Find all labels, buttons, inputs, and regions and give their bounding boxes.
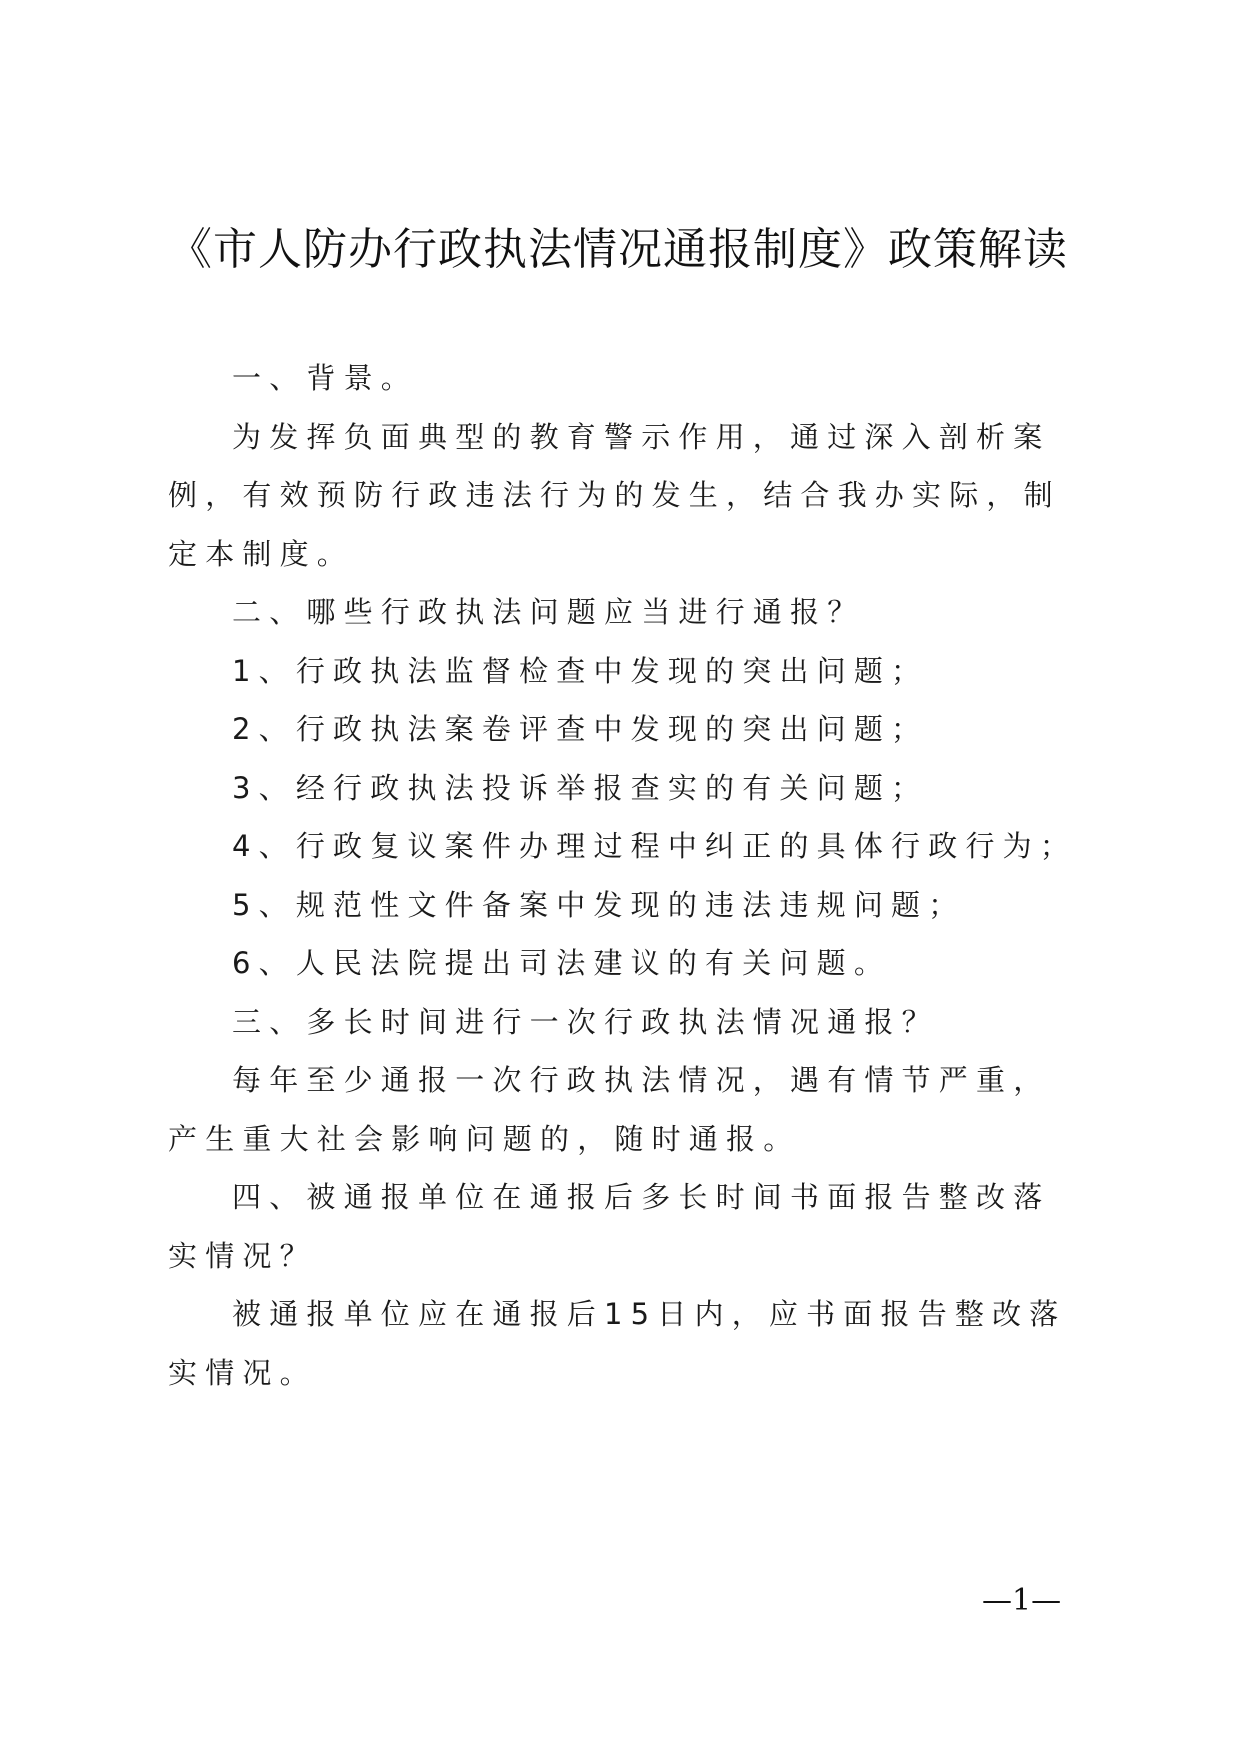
paragraph-frequency: 每年至少通报一次行政执法情况，遇有情节严重，产生重大社会影响问题的，随时通报。 bbox=[168, 1063, 1051, 1156]
list-item-1: 1、行政执法监督检查中发现的突出问题； bbox=[232, 653, 929, 688]
section-heading-issues: 二、哪些行政执法问题应当进行通报？ bbox=[232, 595, 865, 629]
section-heading-report-deadline: 四、被通报单位在通报后多长时间书面报告整改落实情况？ bbox=[168, 1180, 1051, 1273]
list-item-3: 3、经行政执法投诉举报查实的有关问题； bbox=[232, 770, 929, 805]
section-heading-frequency: 三、多长时间进行一次行政执法情况通报？ bbox=[232, 1004, 939, 1039]
paragraph-report-deadline: 被通报单位应在通报后15日内，应书面报告整改落实情况。 bbox=[168, 1297, 1067, 1390]
list-item-6: 6、人民法院提出司法建议的有关问题。 bbox=[232, 946, 892, 980]
document-title: 《市人防办行政执法情况通报制度》政策解读 bbox=[168, 224, 1068, 275]
list-item-2: 2、行政执法案卷评查中发现的突出问题； bbox=[232, 712, 929, 746]
paragraph-background: 为发挥负面典型的教育警示作用，通过深入剖析案例，有效预防行政违法行为的发生，结合我办实际，制定本制度。 bbox=[168, 419, 1061, 571]
page-number: —1— bbox=[982, 1583, 1062, 1618]
section-heading-background: 一、背景。 bbox=[232, 361, 419, 395]
document-body bbox=[168, 349, 1082, 1402]
list-item-5: 5、规范性文件备案中发现的违法违规问题； bbox=[232, 887, 966, 922]
list-item-4: 4、行政复议案件办理过程中纠正的具体行政行为； bbox=[232, 829, 1078, 863]
